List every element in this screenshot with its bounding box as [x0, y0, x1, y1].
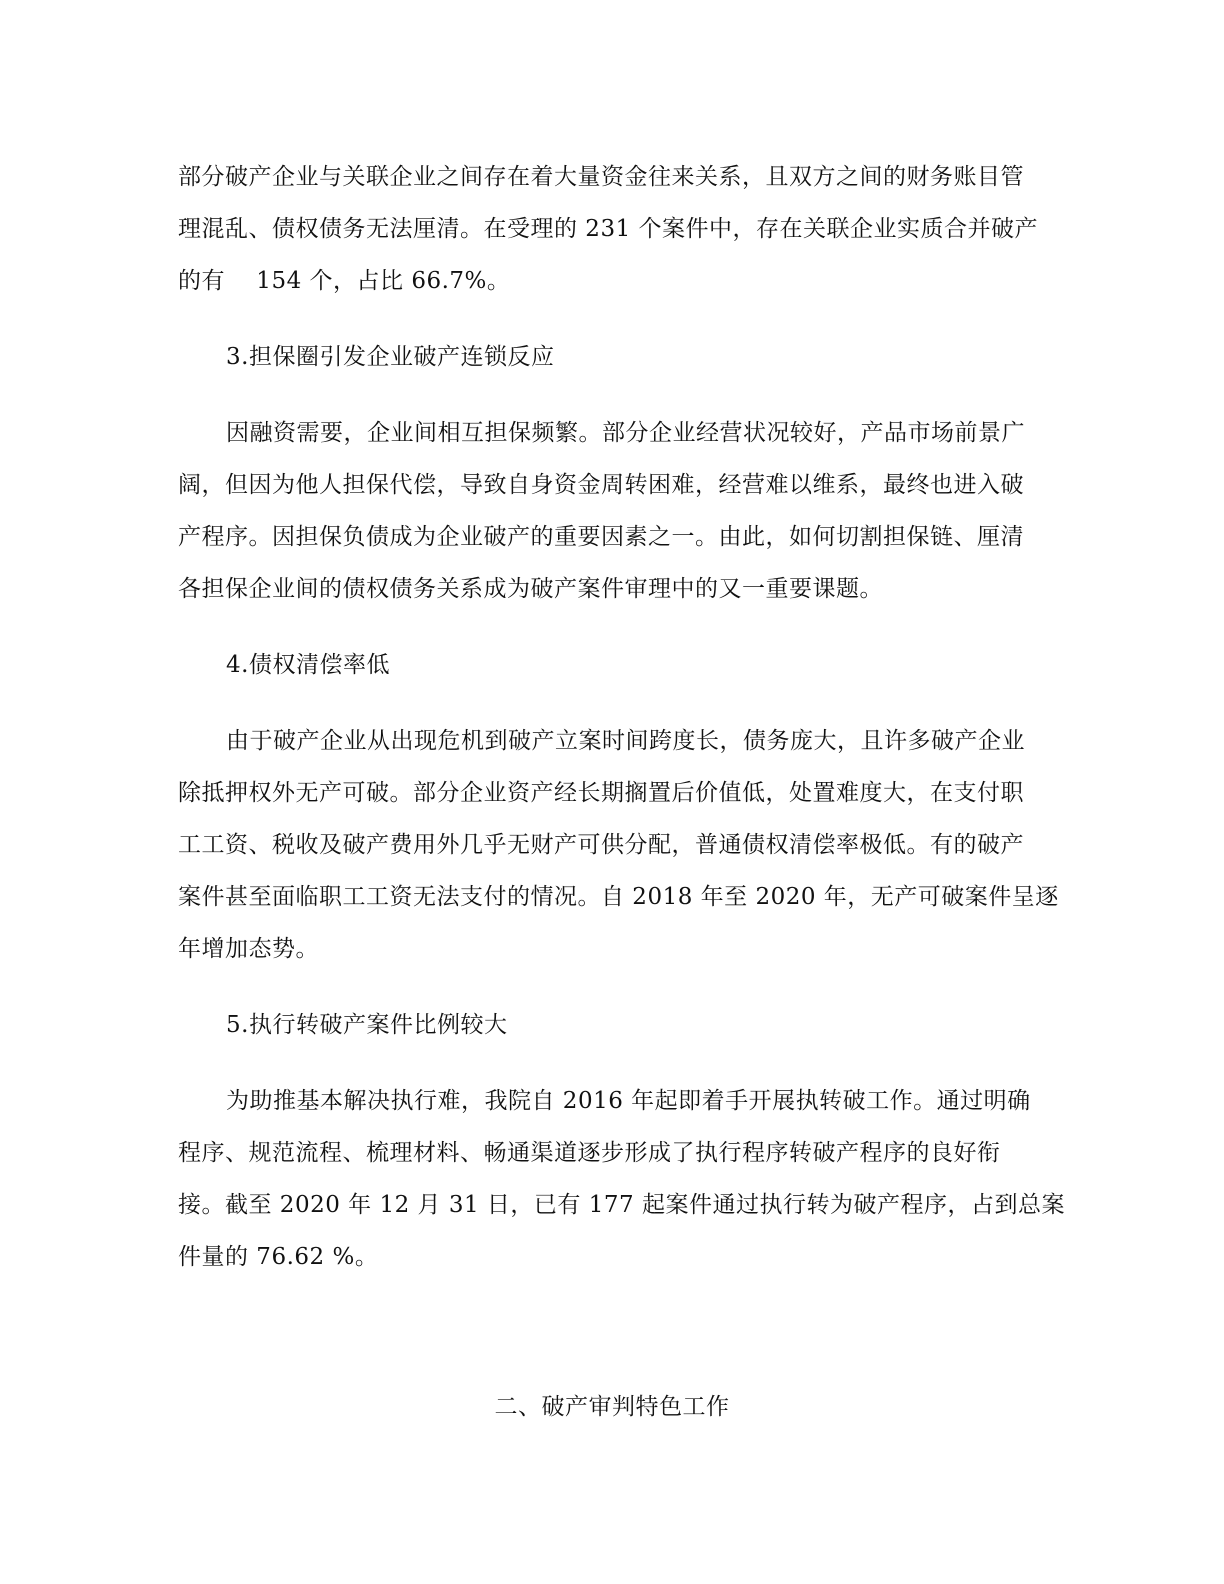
paragraph-line: 由于破产企业从出现危机到破产立案时间跨度长，债务庞大，且许多破产企业 [226, 728, 1025, 754]
paragraph-line: 程序、规范流程、梳理材料、畅通渠道逐步形成了执行程序转破产程序的良好衔 [178, 1140, 1001, 1166]
paragraph-line: 的有 154 个，占比 66.7%。 [178, 268, 511, 294]
paragraph-line: 因融资需要，企业间相互担保频繁。部分企业经营状况较好，产品市场前景广 [226, 420, 1025, 446]
paragraph-line: 年增加态势。 [178, 936, 319, 962]
paragraph-line: 理混乱、债权债务无法厘清。在受理的 231 个案件中，存在关联企业实质合并破产 [178, 216, 1039, 242]
paragraph-line: 各担保企业间的债权债务关系成为破产案件审理中的又一重要课题。 [178, 576, 883, 602]
section-title: 二、破产审判特色工作 [494, 1394, 730, 1420]
paragraph-line: 案件甚至面临职工工资无法支付的情况。自 2018 年至 2020 年，无产可破案件呈逐 [178, 884, 1059, 910]
paragraph-line: 除抵押权外无产可破。部分企业资产经长期搁置后价值低，处置难度大，在支付职 [178, 780, 1024, 806]
paragraph-line: 产程序。因担保负债成为企业破产的重要因素之一。由此，如何切割担保链、厘清 [178, 524, 1024, 550]
paragraph-line: 为助推基本解决执行难，我院自 2016 年起即着手开展执转破工作。通过明确 [226, 1088, 1031, 1114]
subheading: 5.执行转破产案件比例较大 [226, 1012, 508, 1038]
subheading: 4.债权清偿率低 [226, 652, 390, 678]
paragraph-line: 部分破产企业与关联企业之间存在着大量资金往来关系，且双方之间的财务账目管 [178, 164, 1024, 190]
paragraph-line: 阔，但因为他人担保代偿，导致自身资金周转困难，经营难以维系，最终也进入破 [178, 472, 1024, 498]
paragraph-line: 工工资、税收及破产费用外几乎无财产可供分配，普通债权清偿率极低。有的破产 [178, 832, 1024, 858]
paragraph-line: 接。截至 2020 年 12 月 31 日，已有 177 起案件通过执行转为破产程序，占到总案 [178, 1192, 1065, 1218]
paragraph-line: 件量的 76.62 %。 [178, 1244, 379, 1270]
subheading: 3.担保圈引发企业破产连锁反应 [226, 344, 555, 370]
